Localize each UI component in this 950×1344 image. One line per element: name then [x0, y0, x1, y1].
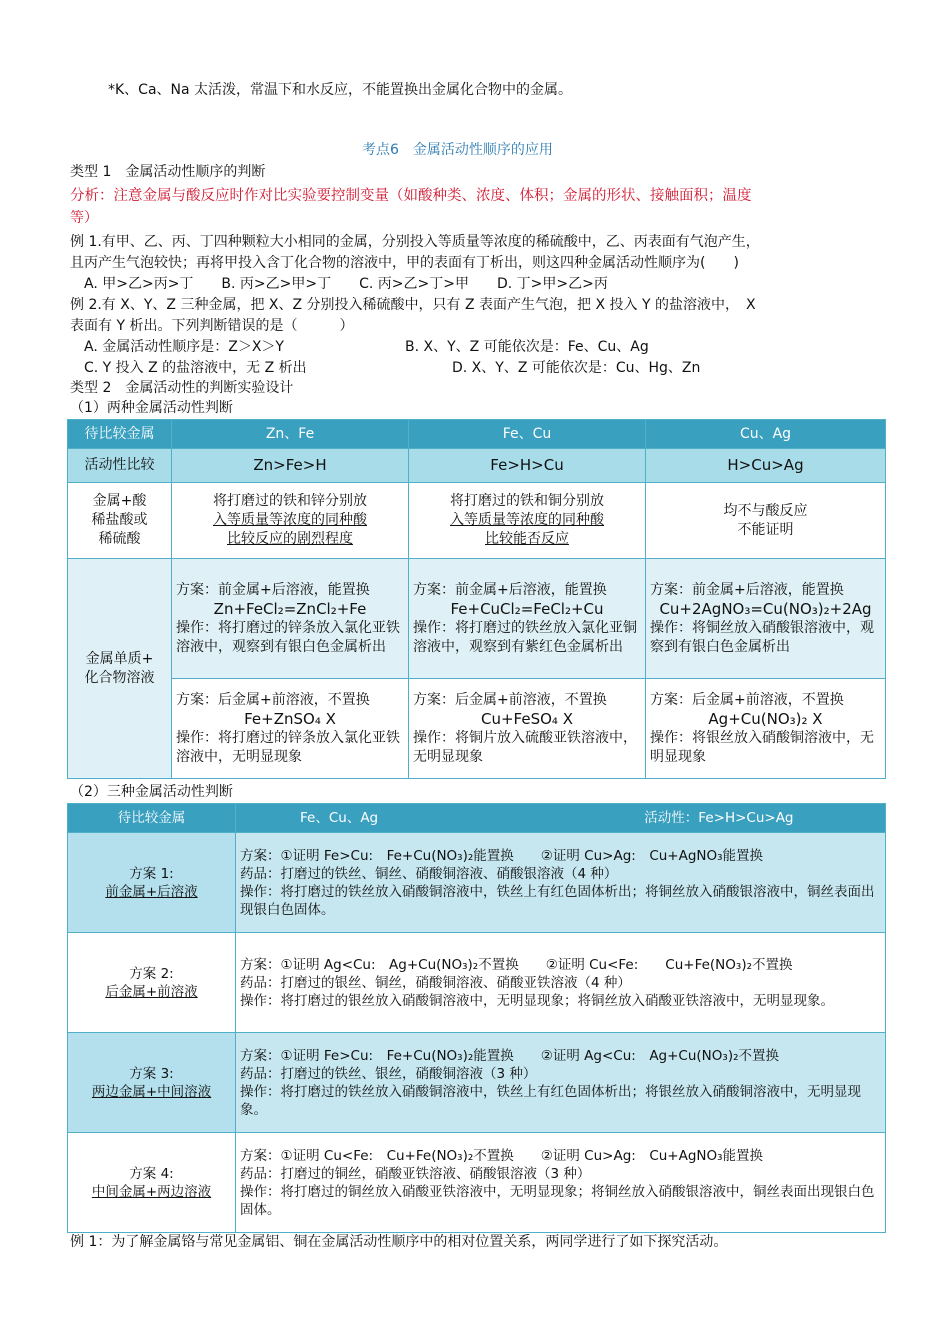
- plan-2-title: 方案 2:: [129, 965, 174, 982]
- plan-4-plan: 方案：①证明 Cu<Fe: Cu+Fe(NO₃)₂不置换 ②证明 Cu>Ag: Cu+AgNO₃能置换: [240, 1147, 764, 1164]
- t1-r3-label-l2: 化合物溶液: [84, 669, 155, 686]
- t1-r3-a-plan: 方案：前金属+后溶液，能置换: [176, 581, 370, 598]
- t1-r3-b-operation: 操作：将打磨过的铁丝放入氯化亚铜溶液中，观察到有紫红色金属析出: [413, 619, 637, 655]
- t1-r3-b: [409, 559, 646, 679]
- plan-1-plan: 方案：①证明 Fe>Cu: Fe+Cu(NO₃)₂能置换 ②证明 Cu>Ag: Cu+AgNO₃能置换: [240, 847, 764, 864]
- example2-option-c: C. Y 投入 Z 的盐溶液中，无 Z 析出: [70, 360, 307, 376]
- analysis-line-1: 分析：注意金属与酸反应时作对比实验要控制变量（如酸种类、浓度、体积；金属的形状、接触面积；温度: [70, 188, 752, 204]
- plan-1-title: 方案 1:: [129, 865, 174, 882]
- t1-r2-a-l2: 入等质量等浓度的同种酸: [213, 512, 367, 528]
- t1-r3-a-operation: 操作：将打磨过的锌条放入氯化亚铁溶液中，观察到有银白色金属析出: [176, 619, 400, 655]
- t1-r2-c-l1: 均不与酸反应: [723, 502, 808, 519]
- example2-line-2: 表面有 Y 析出。下列判断错误的是（ ）: [70, 318, 354, 334]
- plan-4-reagents: 药品：打磨过的铜丝，硝酸亚铁溶液、硝酸银溶液（3 种）: [240, 1165, 591, 1182]
- plan-1-content: [236, 833, 886, 933]
- sub2-heading: （2）三种金属活动性判断: [70, 784, 233, 800]
- t1-r3-label: [68, 559, 172, 779]
- t1-r1-label: 活动性比较: [68, 449, 172, 483]
- footer-example: 例 1：为了解金属铬与常见金属铝、铜在金属活动性顺序中的相对位置关系，两同学进行了如下探究活动。: [70, 1234, 728, 1250]
- plan-2-plan: 方案：①证明 Ag<Cu: Ag+Cu(NO₃)₂不置换 ②证明 Cu<Fe: Cu+Fe(NO₃)₂不置换: [240, 956, 793, 973]
- plan-2-subtitle: 后金属+前溶液: [105, 983, 198, 1000]
- t1-r2-a-l3: 比较反应的剧烈程度: [227, 531, 353, 547]
- example1-options: A. 甲>乙>丙>丁 B. 丙>乙>甲>丁 C. 丙>乙>丁>甲 D. 丁>甲>乙>丙: [70, 276, 608, 292]
- t1-r3-b-plan: 方案：前金属+后溶液，能置换: [413, 581, 607, 598]
- t2-header-0: 待比较金属: [68, 804, 236, 833]
- t1-r4-c-plan: 方案：后金属+前溶液，不置换: [650, 691, 844, 708]
- t1-r4-b-operation: 操作：将铜片放入硫酸亚铁溶液中，无明显现象: [413, 729, 637, 765]
- t1-r3-label-l1: 金属单质+: [85, 650, 154, 667]
- t1-r1-a: Zn>Fe>H: [172, 449, 409, 483]
- plan-1-label: [68, 833, 236, 933]
- plan-4-label: [68, 1133, 236, 1233]
- example2-option-d: D. X、Y、Z 可能依次是：Cu、Hg、Zn: [452, 360, 701, 376]
- t1-r2-b-l1: 将打磨过的铁和铜分别放: [450, 493, 604, 509]
- t1-header-3: Cu、Ag: [646, 420, 886, 449]
- plan-3-content: [236, 1033, 886, 1133]
- t1-r4-c-equation: Ag+Cu(NO₃)₂ X: [708, 709, 823, 728]
- example2-option-b: B. X、Y、Z 可能依次是：Fe、Cu、Ag: [405, 339, 649, 355]
- plan-4-subtitle: 中间金属+两边溶液: [91, 1183, 212, 1200]
- plan-3-title: 方案 3:: [129, 1065, 174, 1082]
- t1-r4-b: [409, 679, 646, 779]
- plan-1-subtitle: 前金属+后溶液: [105, 883, 198, 900]
- plan-3-label: [68, 1033, 236, 1133]
- plan-2-label: [68, 933, 236, 1033]
- plan-3-reagents: 药品：打磨过的铁丝、银丝，硝酸铜溶液（3 种）: [240, 1065, 537, 1082]
- t1-r4-a-plan: 方案：后金属+前溶液，不置换: [176, 691, 370, 708]
- t1-r2-label-l2: 稀盐酸或: [91, 512, 148, 528]
- note-line: *K、Ca、Na 太活泼，常温下和水反应，不能置换出金属化合物中的金属。: [108, 82, 573, 98]
- t1-r3-c-operation: 操作：将铜丝放入硝酸银溶液中，观察到有银白色金属析出: [650, 619, 874, 655]
- analysis-line-2: 等）: [70, 210, 98, 226]
- three-metal-table: [67, 803, 886, 1233]
- example1-line-2: 且丙产生气泡较快；再将甲投入含丁化合物的溶液中，甲的表面有丁析出，则这四种金属活动性顺序为( ): [70, 255, 739, 271]
- t1-r1-c: H>Cu>Ag: [646, 449, 886, 483]
- t1-r4-a: [172, 679, 409, 779]
- t1-r2-b: [409, 483, 646, 559]
- t2-header-rest: [236, 804, 886, 833]
- t1-r4-c: [646, 679, 886, 779]
- t1-r2-a-l1: 将打磨过的铁和锌分别放: [213, 493, 367, 509]
- t1-r4-b-plan: 方案：后金属+前溶液，不置换: [413, 691, 607, 708]
- sub1-heading: （1）两种金属活动性判断: [70, 400, 233, 416]
- t1-r2-label: [68, 483, 172, 559]
- t1-r2-b-l2: 入等质量等浓度的同种酸: [450, 512, 604, 528]
- plan-1-operation: 操作：将打磨过的铁丝放入硝酸铜溶液中，铁丝上有红色固体析出；将铜丝放入硝酸银溶液中，铜丝表面出现银白色固体。: [240, 883, 875, 918]
- t1-r4-a-equation: Fe+ZnSO₄ X: [244, 709, 336, 728]
- t1-r3-c-plan: 方案：前金属+后溶液，能置换: [650, 581, 844, 598]
- plan-3-plan: 方案：①证明 Fe>Cu: Fe+Cu(NO₃)₂能置换 ②证明 Ag<Cu: Ag+Cu(NO₃)₂不置换: [240, 1047, 779, 1064]
- t1-r2-c-l2: 不能证明: [737, 521, 794, 538]
- t1-r2-c: [646, 483, 886, 559]
- t1-r2-b-l3: 比较能否反应: [485, 531, 569, 547]
- t1-r3-c-equation: Cu+2AgNO₃=Cu(NO₃)₂+2Ag: [659, 599, 872, 618]
- t1-r2-label-l1: 金属+酸: [92, 493, 147, 509]
- t1-r4-c-operation: 操作：将银丝放入硝酸铜溶液中，无明显现象: [650, 729, 874, 765]
- type1-heading: 类型 1 金属活动性顺序的判断: [70, 164, 266, 180]
- plan-3-operation: 操作：将打磨过的铁丝放入硝酸铜溶液中，铁丝上有红色固体析出；将银丝放入硝酸铜溶液中，无明显现象。: [240, 1083, 861, 1118]
- plan-4-content: [236, 1133, 886, 1233]
- t1-r3-b-equation: Fe+CuCl₂=FeCl₂+Cu: [450, 599, 604, 618]
- example2-line-1: 例 2.有 X、Y、Z 三种金属，把 X、Z 分别投入稀硫酸中，只有 Z 表面产生气泡，把 X 投入 Y 的盐溶液中， X: [70, 297, 756, 313]
- plan-4-title: 方案 4:: [129, 1165, 174, 1182]
- plan-4-operation: 操作：将打磨过的铜丝放入硝酸亚铁溶液中，无明显现象；将铜丝放入硝酸银溶液中，铜丝表面出现银白色固体。: [240, 1183, 875, 1218]
- plan-2-operation: 操作：将打磨过的银丝放入硝酸铜溶液中，无明显现象；将铜丝放入硝酸亚铁溶液中，无明显现象。: [240, 992, 834, 1009]
- plan-2-reagents: 药品：打磨过的银丝、铜丝，硝酸铜溶液、硝酸亚铁溶液（4 种）: [240, 974, 631, 991]
- t1-header-0: 待比较金属: [68, 420, 172, 449]
- two-metal-table: [67, 419, 886, 779]
- plan-1-reagents: 药品：打磨过的铁丝、铜丝、硝酸铜溶液、硝酸银溶液（4 种）: [240, 865, 618, 882]
- t2-header-2: 活动性：Fe>H>Cu>Ag: [644, 810, 794, 826]
- t1-r2-a: [172, 483, 409, 559]
- t1-r3-c: [646, 559, 886, 679]
- t1-r3-a: [172, 559, 409, 679]
- plan-2-content: [236, 933, 886, 1033]
- t2-header-1: Fe、Cu、Ag: [300, 810, 379, 826]
- t1-header-1: Zn、Fe: [172, 420, 409, 449]
- t1-r2-label-l3: 稀硫酸: [98, 531, 141, 547]
- section-title: 考点6 金属活动性顺序的应用: [362, 142, 553, 158]
- type2-heading: 类型 2 金属活动性的判断实验设计: [70, 380, 294, 396]
- t1-header-2: Fe、Cu: [409, 420, 646, 449]
- example2-option-a: A. 金属活动性顺序是：Z＞X＞Y: [70, 339, 284, 355]
- t1-r4-b-equation: Cu+FeSO₄ X: [481, 709, 573, 728]
- example1-line-1: 例 1.有甲、乙、丙、丁四种颗粒大小相同的金属，分别投入等质量等浓度的稀硫酸中，乙、丙表面有气泡产生，: [70, 234, 760, 250]
- plan-3-subtitle: 两边金属+中间溶液: [91, 1083, 212, 1100]
- t1-r3-a-equation: Zn+FeCl₂=ZnCl₂+Fe: [213, 599, 367, 618]
- t1-r4-a-operation: 操作：将打磨过的锌条放入氯化亚铁溶液中，无明显现象: [176, 729, 400, 765]
- t1-r1-b: Fe>H>Cu: [409, 449, 646, 483]
